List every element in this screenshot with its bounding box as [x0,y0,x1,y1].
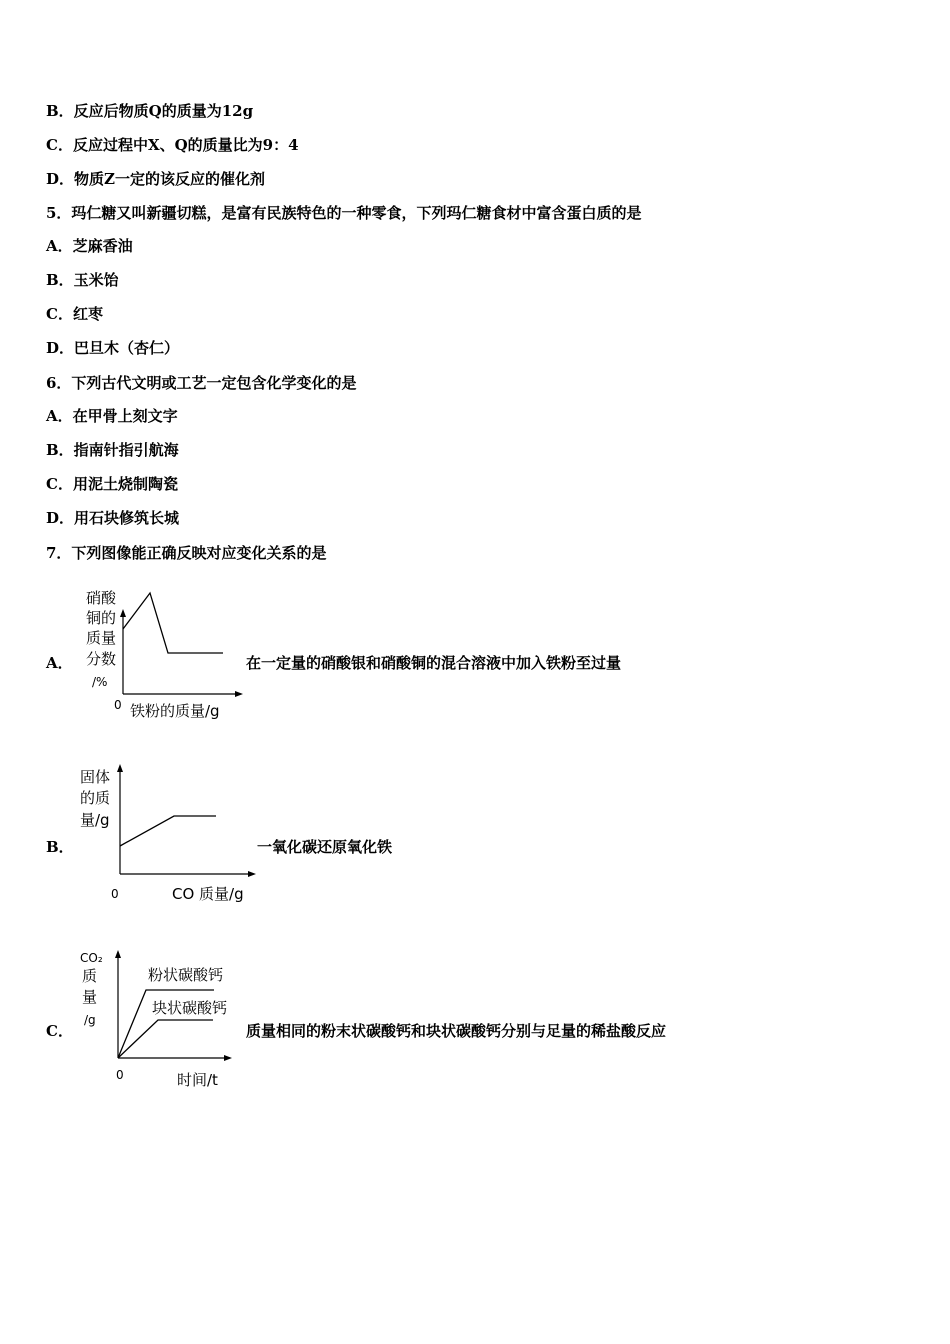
graph-c-ylabel-3: 量 [82,988,98,1006]
graph-c-x-arrow [224,1055,232,1061]
q6-option-c: C．用泥土烧制陶瓷 [46,475,178,493]
question-7: 7．下列图像能正确反映对应变化关系的是 [46,544,327,562]
q6-option-d: D．用石块修筑长城 [46,509,180,527]
graph-b-ylabel-1: 固体 [80,768,111,786]
option-b-q-mass: B．反应后物质Q的质量为12g [46,102,254,120]
q6-option-a: A．在甲骨上刻文字 [46,407,178,425]
graph-c-y-arrow [115,950,121,958]
graph-c-ylabel-1: CO₂ [80,951,103,965]
q7-option-b-letter: B． [46,838,74,856]
graph-a-ylabel-5: /% [92,675,108,689]
graph-a-ylabel-3: 质量 [86,629,117,647]
q7-option-b-description: 一氧化碳还原氧化铁 [257,838,393,856]
graph-c-origin: 0 [116,1068,124,1082]
graph-b-curve [120,816,216,846]
graph-a-y-arrow [120,609,126,617]
q7-option-a-letter: A． [46,654,73,672]
graph-a-xlabel: 铁粉的质量/g [130,702,220,720]
graph-c-block-curve [118,1020,213,1058]
question-6: 6．下列古代文明或工艺一定包含化学变化的是 [46,374,357,392]
q7-graph-c [80,942,250,1092]
q7-graph-b [80,760,260,910]
graph-b-ylabel-2: 的质 [80,789,111,807]
graph-c-series-powder: 粉状碳酸钙 [148,966,224,984]
graph-c-series-block: 块状碳酸钙 [152,999,228,1017]
q5-option-a: A．芝麻香油 [46,237,133,255]
option-d-catalyst: D．物质Z一定的该反应的催化剂 [46,170,265,188]
graph-b-y-arrow [117,764,123,772]
q5-option-d: D．巴旦木（杏仁） [46,339,180,357]
graph-a-curve [123,593,223,653]
q5-option-b: B．玉米饴 [46,271,119,289]
question-5: 5．玛仁糖又叫新疆切糕，是富有民族特色的一种零食，下列玛仁糖食材中富含蛋白质的是 [46,204,642,222]
graph-c-ylabel-2: 质 [82,967,98,985]
option-c-mass-ratio: C．反应过程中X、Q的质量比为9：4 [46,136,299,154]
graph-a-ylabel-2: 铜的 [86,609,117,627]
graph-b-ylabel-3: 量/g [80,811,110,829]
graph-c-xlabel: 时间/t [177,1071,218,1089]
graph-b-x-arrow [248,871,256,877]
graph-a-origin: 0 [114,698,122,712]
graph-a-x-arrow [235,691,243,697]
graph-c-ylabel-4: /g [84,1013,96,1027]
q7-option-c-letter: C． [46,1022,73,1040]
graph-a-ylabel-1: 硝酸 [86,589,117,607]
graph-b-origin: 0 [111,887,119,901]
graph-a-ylabel-4: 分数 [86,650,117,668]
graph-b-xlabel: CO 质量/g [172,885,244,903]
q5-option-c: C．红枣 [46,305,103,323]
q7-option-a-description: 在一定量的硝酸银和硝酸铜的混合溶液中加入铁粉至过量 [246,654,622,672]
q7-option-c-description: 质量相同的粉末状碳酸钙和块状碳酸钙分别与足量的稀盐酸反应 [246,1022,667,1040]
q7-graph-a [80,583,250,723]
q6-option-b: B．指南针指引航海 [46,441,179,459]
